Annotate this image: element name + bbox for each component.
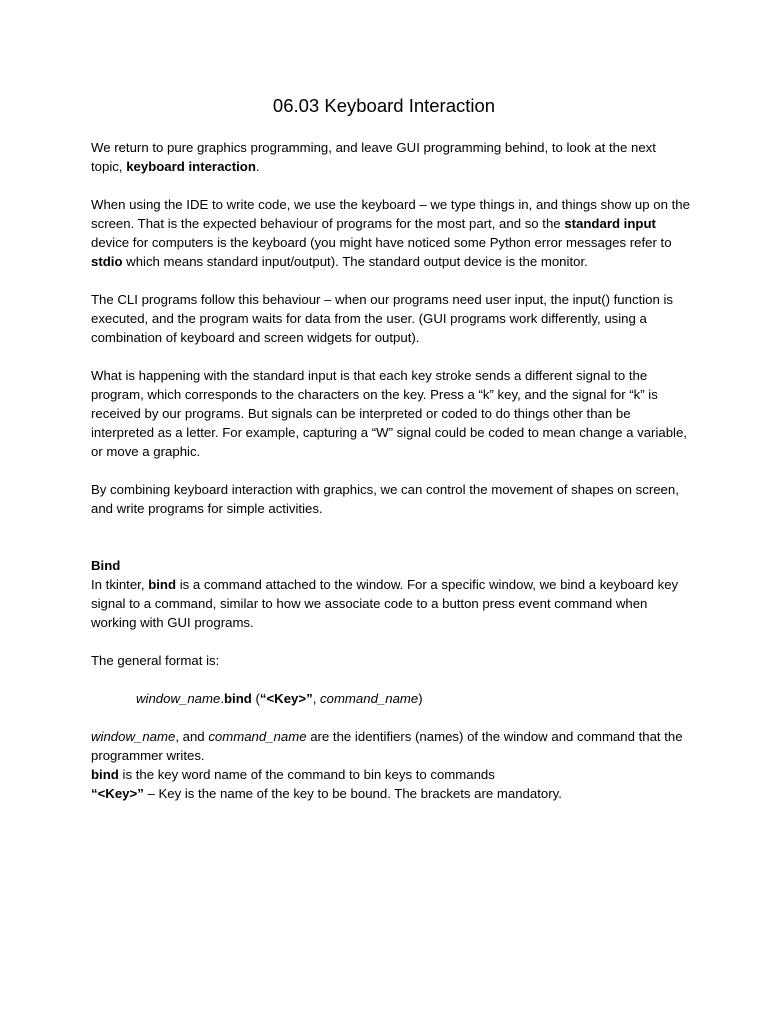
paragraph-standard-input (91, 195, 691, 271)
text-run: . (255, 159, 260, 174)
code-format-line (91, 689, 691, 708)
document-body (91, 138, 691, 803)
paragraph-bind-keyword (91, 765, 691, 784)
bold-term-stdio: stdio (91, 254, 123, 269)
text-run: . (220, 691, 224, 706)
italic-command-name: command_name (208, 729, 307, 744)
italic-window-name: window_name (136, 691, 221, 706)
paragraph-key-signals: What is happening with the standard input is that each key stroke sends a different signal to the program, which corresponds to the characters on the key. Press a “k” key, and the signal for “k” is received by our programs. But signals can be interpreted or coded to do things other than be interpreted as a letter. For example, capturing a “W” signal could be coded to mean change a variable, or move a graphic. (91, 368, 687, 459)
text-run: , (312, 691, 321, 706)
text-run: In tkinter, (91, 577, 149, 592)
text-run: – Key is the name of the key to be bound. The brackets are mandatory. (143, 786, 562, 801)
text-run: is a command attached to the window. For a specific window, we bind a keyboard key signal to a command, similar to how we associate code to a button press event command when working with GUI programs. (91, 577, 679, 630)
text-run: , and (175, 729, 209, 744)
bold-term-bind: bind (148, 577, 177, 592)
bold-key-string: “<Key>” (91, 786, 144, 801)
text-run: When using the IDE to write code, we use the keyboard – we type things in, and things show up on the screen. That is the expected behaviour of programs for the most part, and so the (91, 197, 690, 231)
text-run: We return to pure graphics programming, and leave GUI programming behind, to look at the next topic, (91, 140, 656, 174)
bold-key-string: “<Key>” (259, 691, 313, 706)
paragraph-bind-description (91, 575, 691, 632)
paragraph-identifiers (91, 727, 691, 765)
text-run: device for computers is the keyboard (you might have noticed some Python error messages refer to (91, 235, 672, 250)
bold-term-keyboard-interaction: keyboard interaction (126, 159, 256, 174)
bold-bind: bind (91, 767, 119, 782)
page-title: 06.03 Keyboard Interaction (272, 95, 496, 116)
italic-command-name: command_name (320, 691, 419, 706)
text-run: is the key word name of the command to bin keys to commands (118, 767, 495, 782)
section-heading-bind: Bind (91, 558, 121, 573)
text-run: which means standard input/output). The standard output device is the monitor. (122, 254, 588, 269)
italic-window-name: window_name (91, 729, 176, 744)
text-run: ( (251, 691, 260, 706)
bold-bind: bind (223, 691, 252, 706)
paragraph-general-format: The general format is: (91, 653, 220, 668)
paragraph-cli-programs: The CLI programs follow this behaviour – when our programs need user input, the input() function is executed, and the program waits for data from the user. (GUI programs work differently, using a combination of keyboard and screen widgets for output). (91, 292, 674, 345)
paragraph-key-definition (91, 784, 691, 803)
text-run: ) (418, 691, 423, 706)
text-run: are the identifiers (names) of the window and command that the programmer writes. (91, 729, 683, 763)
bold-term-standard-input: standard input (564, 216, 656, 231)
paragraph-intro (91, 138, 691, 176)
paragraph-combining: By combining keyboard interaction with graphics, we can control the movement of shapes on screen, and write programs for simple activities. (91, 482, 679, 516)
